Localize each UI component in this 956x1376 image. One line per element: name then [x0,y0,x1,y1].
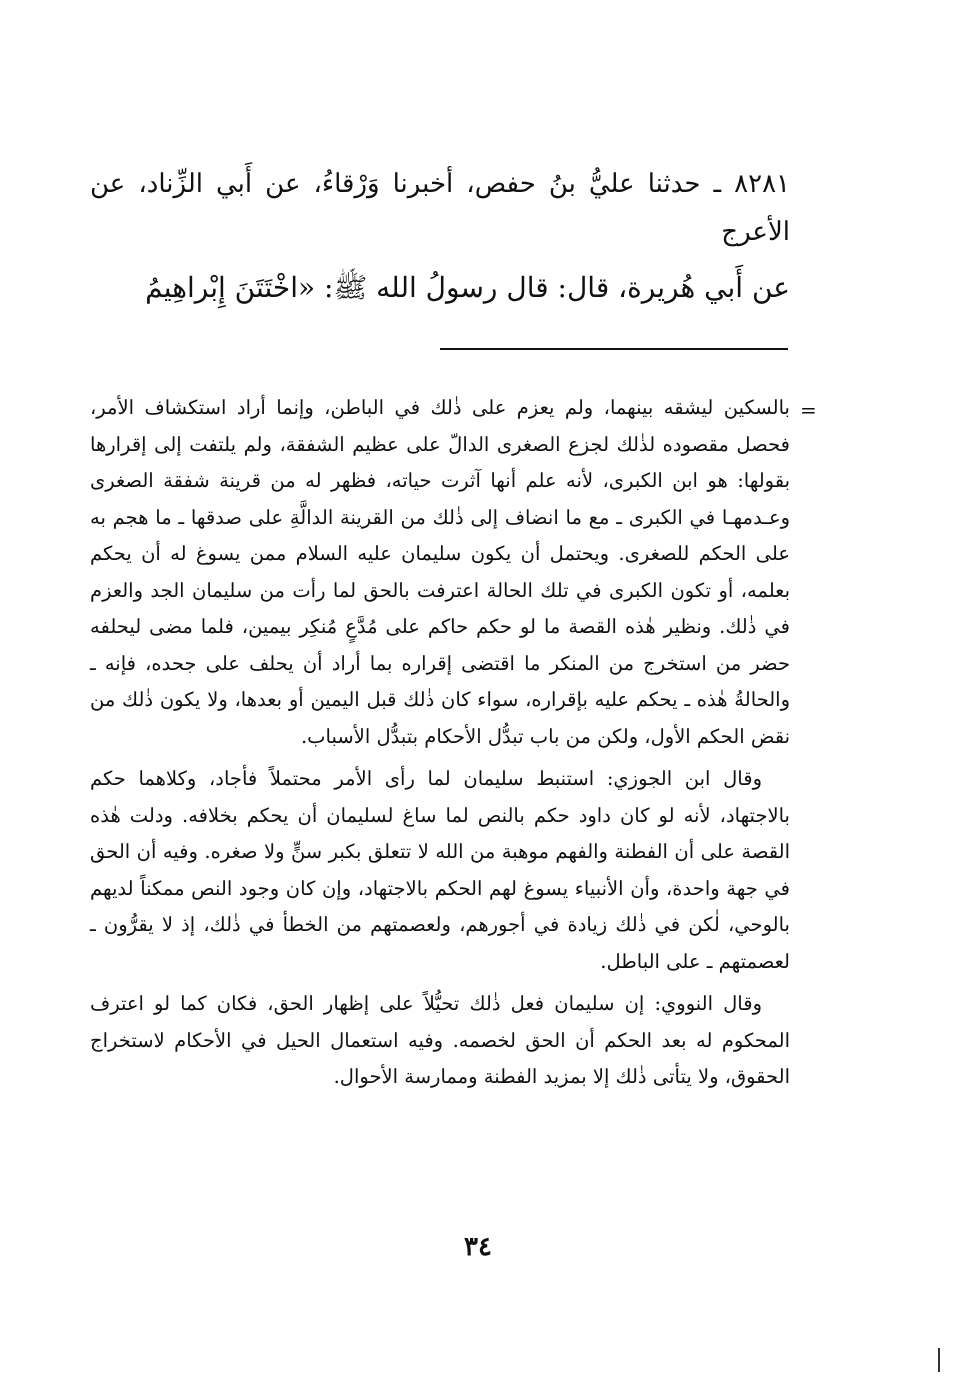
commentary-paragraph: وقال النووي: إن سليمان فعل ذٰلك تحيُّلاً على إظهار الحق، فكان كما لو اعترف المحكوم له بعد الحكم أن الحق لخصمه. وفيه استعمال الحيل في الأحكام لاستخراج الحقوق، ولا يتأتى ذٰلك إلا بمزيد الفطنة وممارسة الأحوال. [90,992,790,1088]
commentary-paragraph: بالسكين ليشقه بينهما، ولم يعزم على ذٰلك في الباطن، وإنما أراد استكشاف الأمر، فحصل مقصوده لذٰلك لجزع الصغرى الدالّ على عظيم الشفقة، ولم يلتفت إلى إقرارها بقولها: هو ابن الكبرى، لأنه علم أنها آثرت حياته، فظهر له من قرينة شفقة الصغرى وعـدمهـا في الكبرى ـ مع ما انضاف إلى ذٰلك من القرينة الدالَّةِ على صدقها ـ ما هجم به على الحكم للصغرى. ويحتمل أن يكون سليمان عليه السلام ممن يسوغ له أن يحكم بعلمه، أو تكون الكبرى في تلك الحالة اعترفت بالحق لما رأت من سليمان الجد والعزم في ذٰلك. ونظير هٰذه القصة ما لو حكم حاكم على مُدَّعٍ مُنكِر بيمين، فلما مضى ليحلفه حضر من استخرج من المنكر ما اقتضى إقراره بما أراد أن يحلف على جحده، فإنه ـ والحالةُ هٰذه ـ يحكم عليه بإقراره، سواء كان ذٰلك قبل اليمين أو بعدها، ولا يكون ذٰلك من نقض الحكم الأول، ولكن من باب تبدُّل الأحكام بتبدُّل الأسباب. [90,396,790,748]
hadith-text-line: عن أَبي هُريرة، قال: قال رسولُ الله ﷺ: «اخْتَتَنَ إِبْراهِيمُ [145,271,790,304]
hadith-chain-continuation: الأعرج [721,217,790,247]
scan-edge-mark [938,1348,940,1372]
continuation-mark: = [800,398,817,422]
page-number: ٣٤ [464,1232,492,1262]
commentary-block [90,390,790,1102]
footnote-divider [440,348,788,350]
commentary-paragraph: وقال ابن الجوزي: استنبط سليمان لما رأى الأمر محتملاً فأجاد، وكلاهما حكم بالاجتهاد، لأنه لو كان داود حكم بالنص لما ساغ لسليمان أن يحكم بخلافه. ودلت هٰذه القصة على أن الفطنة والفهم موهبة من الله لا تتعلق بكبر سنٍّ ولا صغره. وفيه أن الحق في جهة واحدة، وأن الأنبياء يسوغ لهم الحكم بالاجتهاد، وإن كان وجود النص ممكناً لديهم بالوحي، لٰكن في ذٰلك زيادة في أجورهم، ولعصمتهم من الخطأ في ذٰلك، إذ لا يقرُّون ـ لعصمتهم ـ على الباطل. [90,767,790,973]
hadith-chain-line: ٨٢٨١ ـ حدثنا عليُّ بنُ حفص، أخبرنا وَرْقاءُ، عن أَبي الزِّناد، عن [90,169,790,199]
